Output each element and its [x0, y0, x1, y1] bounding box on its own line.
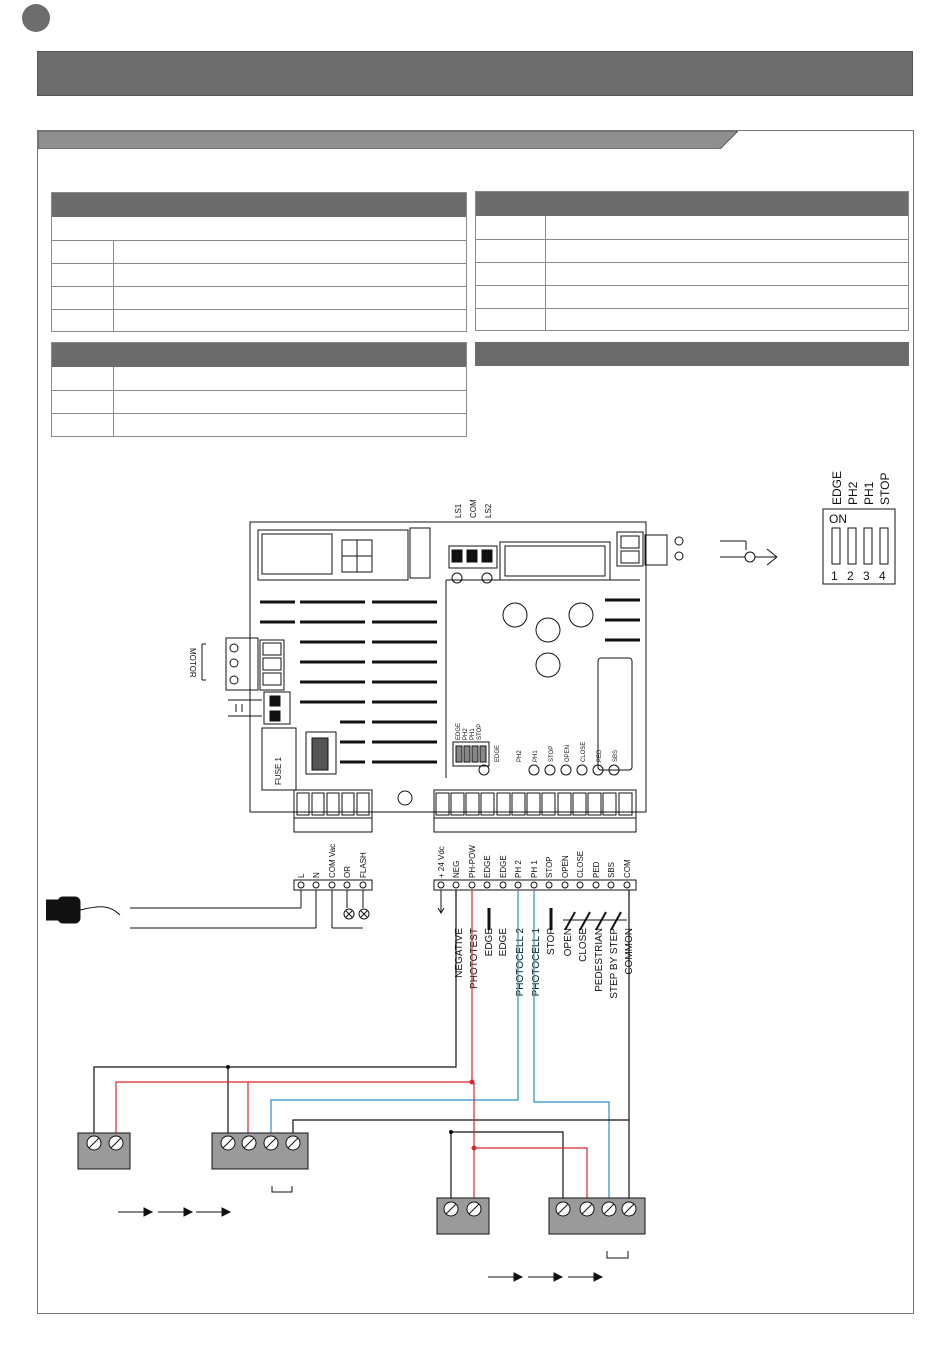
terminal-label: SBS	[607, 861, 616, 878]
function-label-common: COMMON	[624, 928, 635, 975]
function-label-step-by-step: STEP BY STEP	[609, 928, 620, 999]
terminal-label: COM	[623, 859, 632, 878]
terminal-label: PH-POW	[468, 845, 477, 878]
mains-wiring	[46, 890, 444, 928]
led-label: SBS	[613, 749, 619, 762]
signal-terminal-strip	[434, 845, 636, 890]
led-label: OPEN	[565, 744, 571, 762]
dip-number: 1	[831, 569, 838, 583]
dip-switch-detail	[823, 471, 895, 584]
terminal-label: STOP	[545, 856, 554, 878]
terminal-label: PH 1	[530, 860, 539, 878]
photocell-rx-2	[549, 1198, 645, 1258]
photocell-rx-1	[212, 1133, 308, 1192]
photocell-tx-2	[437, 1198, 489, 1234]
terminal-label: EDGE	[483, 855, 492, 878]
led-label: EDGE	[495, 744, 501, 762]
inner-dip-label: PH2	[463, 728, 469, 740]
terminal-label: PED	[592, 861, 601, 878]
dip-label-stop: STOP	[878, 472, 892, 505]
function-label-stop: STOP	[546, 928, 557, 956]
dip-on-label: ON	[829, 512, 847, 526]
dip-number: 3	[863, 569, 870, 583]
motor-label: MOTOR	[188, 648, 197, 678]
led-label: PH2	[517, 750, 523, 762]
inner-dip-label: STOP	[477, 723, 483, 740]
terminal-label: NEG	[452, 860, 461, 878]
inner-dip-label: EDGE	[456, 722, 462, 740]
function-label-pedestrian: PEDESTRIAN	[594, 928, 605, 992]
function-label-edge: EDGE	[498, 928, 509, 957]
led-label: STOP	[549, 745, 555, 762]
function-label-phototest: PHOTOTEST	[469, 928, 480, 989]
photocell-tx-1	[78, 1133, 130, 1169]
terminal-label: CLOSE	[576, 850, 585, 878]
dip-label-ph1: PH1	[862, 481, 876, 505]
function-label-photocell-2: PHOTOCELL 2	[515, 928, 526, 997]
dip-label-ph2: PH2	[846, 481, 860, 505]
terminal-label-flash: FLASH	[359, 852, 368, 878]
terminal-label: OPEN	[561, 855, 570, 878]
led-label: PH1	[533, 750, 539, 762]
terminal-label: EDGE	[499, 855, 508, 878]
dip-number: 2	[847, 569, 854, 583]
com-label: COM	[469, 499, 478, 518]
led-label: CLOSE	[581, 741, 587, 762]
terminal-label-l: L	[297, 873, 306, 878]
function-label-negative: NEGATIVE	[454, 928, 465, 978]
ls1-label: LS1	[454, 503, 463, 518]
function-label-photocell-1: PHOTOCELL 1	[531, 928, 542, 997]
function-label-close: CLOSE	[578, 928, 589, 962]
function-labels	[454, 928, 635, 999]
dip-number: 4	[879, 569, 886, 583]
beam-arrows-1	[118, 1208, 230, 1216]
terminal-label: PH 2	[514, 860, 523, 878]
dip-label-edge: EDGE	[830, 470, 844, 505]
function-label-edge: EDGE	[484, 928, 495, 957]
inner-dip-label: PH1	[470, 728, 476, 740]
terminal-label: + 24 Vdc	[437, 846, 446, 878]
beam-arrows-2	[488, 1273, 602, 1281]
fuse-label: FUSE 1	[274, 756, 283, 785]
power-terminal-strip	[294, 844, 372, 890]
ls2-label: LS2	[484, 503, 493, 518]
switch-symbols	[489, 908, 627, 930]
terminal-label-com-vac: COM Vac	[328, 843, 337, 878]
function-label-open: OPEN	[563, 928, 574, 957]
led-label: PED	[597, 749, 603, 762]
terminal-label-or: OR	[343, 866, 352, 878]
terminal-label-n: N	[312, 872, 321, 878]
